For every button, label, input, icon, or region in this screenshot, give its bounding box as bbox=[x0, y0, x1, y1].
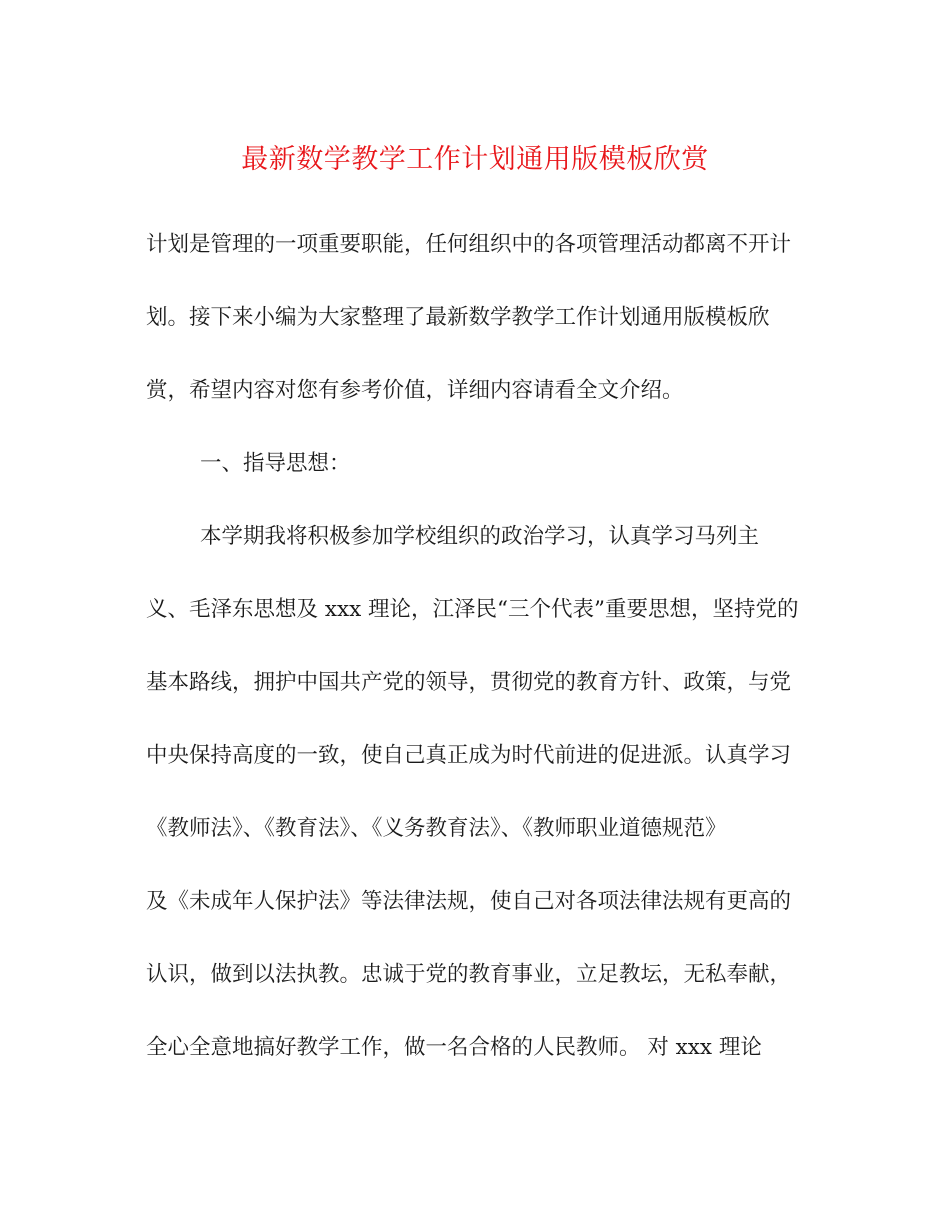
paragraph-line: 计划是管理的一项重要职能，任何组织中的各项管理活动都离不开计 bbox=[146, 232, 792, 257]
section-heading: 一、指导思想： bbox=[200, 451, 351, 476]
paragraph-line: 划。接下来小编为大家整理了最新数学教学工作计划通用版模板欣 bbox=[146, 305, 770, 330]
paragraph-line: 中央保持高度的一致，使自己真正成为时代前进的促进派。认真学习 bbox=[146, 743, 792, 768]
paragraph-line: 及《未成年人保护法》等法律法规，使自己对各项法律法规有更高的 bbox=[146, 889, 792, 914]
paragraph-line: 本学期我将积极参加学校组织的政治学习，认真学习马列主 bbox=[200, 524, 760, 549]
paragraph-line: 义、毛泽东思想及 xxx 理论，江泽民“三个代表”重要思想，坚持党的 bbox=[146, 597, 799, 622]
paragraph-line: 认识，做到以法执教。忠诚于党的教育事业，立足教坛，无私奉献， bbox=[146, 962, 792, 987]
paragraph-line: 赏，希望内容对您有参考价值，详细内容请看全文介绍。 bbox=[146, 378, 684, 403]
paragraph-line: 全心全意地搞好教学工作，做一名合格的人民教师。 对 xxx 理论 bbox=[146, 1035, 762, 1060]
paragraph-line: 基本路线，拥护中国共产党的领导，贯彻党的教育方针、政策，与党 bbox=[146, 670, 792, 695]
document-title: 最新数学教学工作计划通用版模板欣赏 bbox=[241, 144, 709, 175]
paragraph-line: 《教师法》、《教育法》、《义务教育法》、《教师职业道德规范》 bbox=[146, 816, 727, 841]
